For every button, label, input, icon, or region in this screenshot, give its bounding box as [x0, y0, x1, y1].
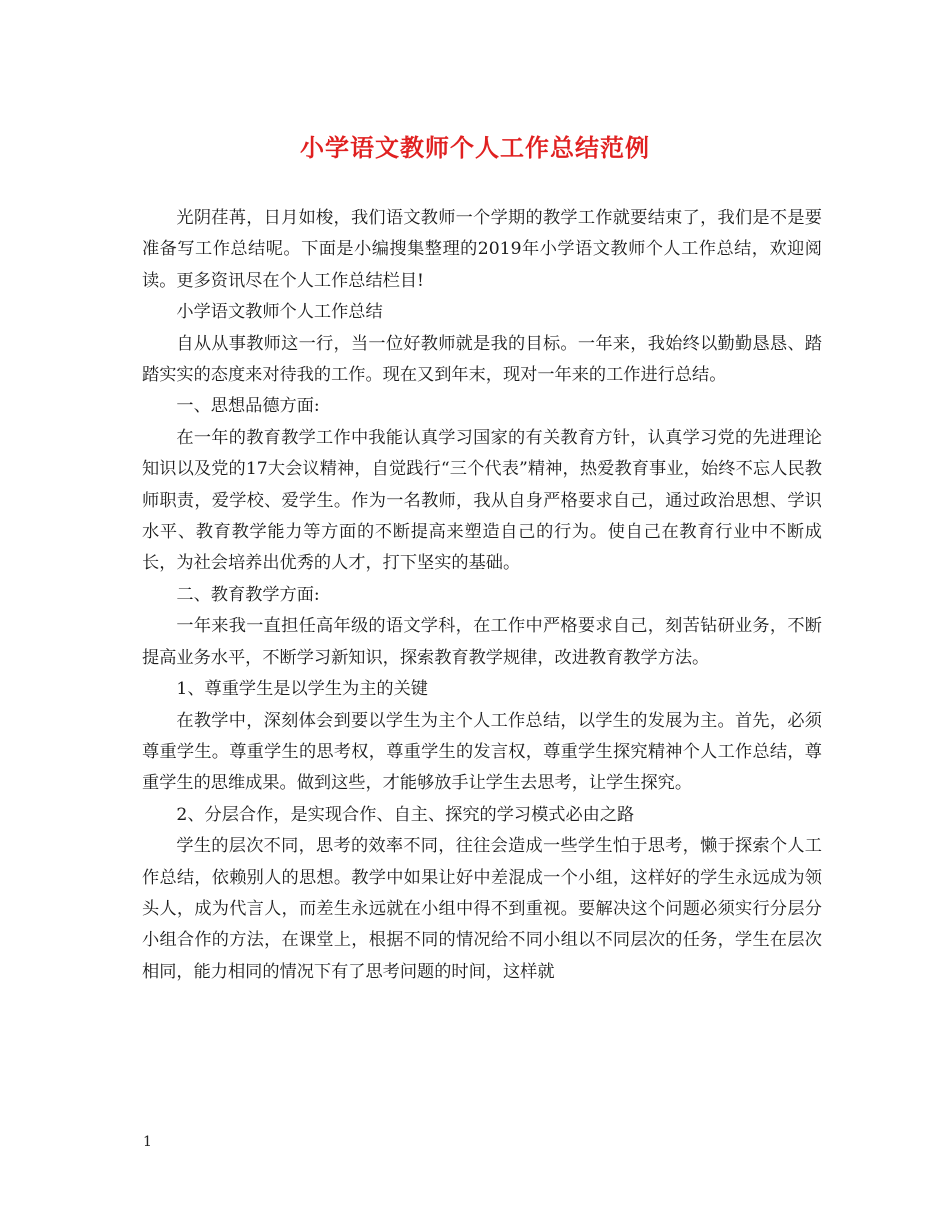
document-body [142, 203, 822, 988]
paragraph-cooperation: 学生的层次不同，思考的效率不同，往往会造成一些学生怕于思考，懒于探索个人工作总结，依赖别人的思想。教学中如果让好中差混成一个小组，这样好的学生永远成为领头人，成为代言人，而差生永远就在小组中得不到重视。要解决这个问题必须实行分层分小组合作的方法，在课堂上，根据不同的情况给不同小组以不同层次的任务，学生在层次相同，能力相同的情况下有了思考问题的时间，这样就 [142, 836, 822, 982]
section-heading-teaching: 二、教育教学方面: [176, 584, 320, 605]
section-heading-morality: 一、思想品德方面: [176, 396, 320, 417]
subheading-cooperation: 2、分层合作，是实现合作、自主、探究的学习模式必由之路 [176, 804, 635, 825]
paragraph-opening: 自从从事教师这一行，当一位好教师就是我的目标。一年来，我始终以勤勤恳恳、踏踏实实的态度来对待我的工作。现在又到年末，现对一年来的工作进行总结。 [142, 333, 822, 386]
document-title: 小学语文教师个人工作总结范例 [300, 133, 650, 162]
paragraph-respect: 在教学中，深刻体会到要以学生为主个人工作总结，以学生的发展为主。首先，必须尊重学生。尊重学生的思考权，尊重学生的发言权，尊重学生探究精神个人工作总结，尊重学生的思维成果。做到这些，才能够放手让学生去思考，让学生探究。 [142, 710, 822, 794]
paragraph-morality: 在一年的教育教学工作中我能认真学习国家的有关教育方针，认真学习党的先进理论知识以及党的17大会议精神，自觉践行“三个代表”精神，热爱教育事业，始终不忘人民教师职责，爱学校、爱学生。作为一名教师，我从自身严格要求自己，通过政治思想、学识水平、教育教学能力等方面的不断提高来塑造自己的行为。使自己在教育行业中不断成长，为社会培养出优秀的人才，打下坚实的基础。 [142, 427, 822, 574]
page-number: 1 [143, 1134, 152, 1150]
paragraph-teaching: 一年来我一直担任高年级的语文学科，在工作中严格要求自己，刻苦钻研业务，不断提高业务水平，不断学习新知识，探索教育教学规律，改进教育教学方法。 [142, 616, 822, 668]
subheading-respect: 1、尊重学生是以学生为主的关键 [176, 679, 428, 700]
paragraph-intro: 光阴荏苒，日月如梭，我们语文教师一个学期的教学工作就要结束了，我们是不是要准备写工作总结呢。下面是小编搜集整理的2019年小学语文教师个人工作总结，欢迎阅读。更多资讯尽在个人工作总结栏目! [142, 208, 822, 291]
paragraph-subtitle: 小学语文教师个人工作总结 [176, 302, 383, 323]
